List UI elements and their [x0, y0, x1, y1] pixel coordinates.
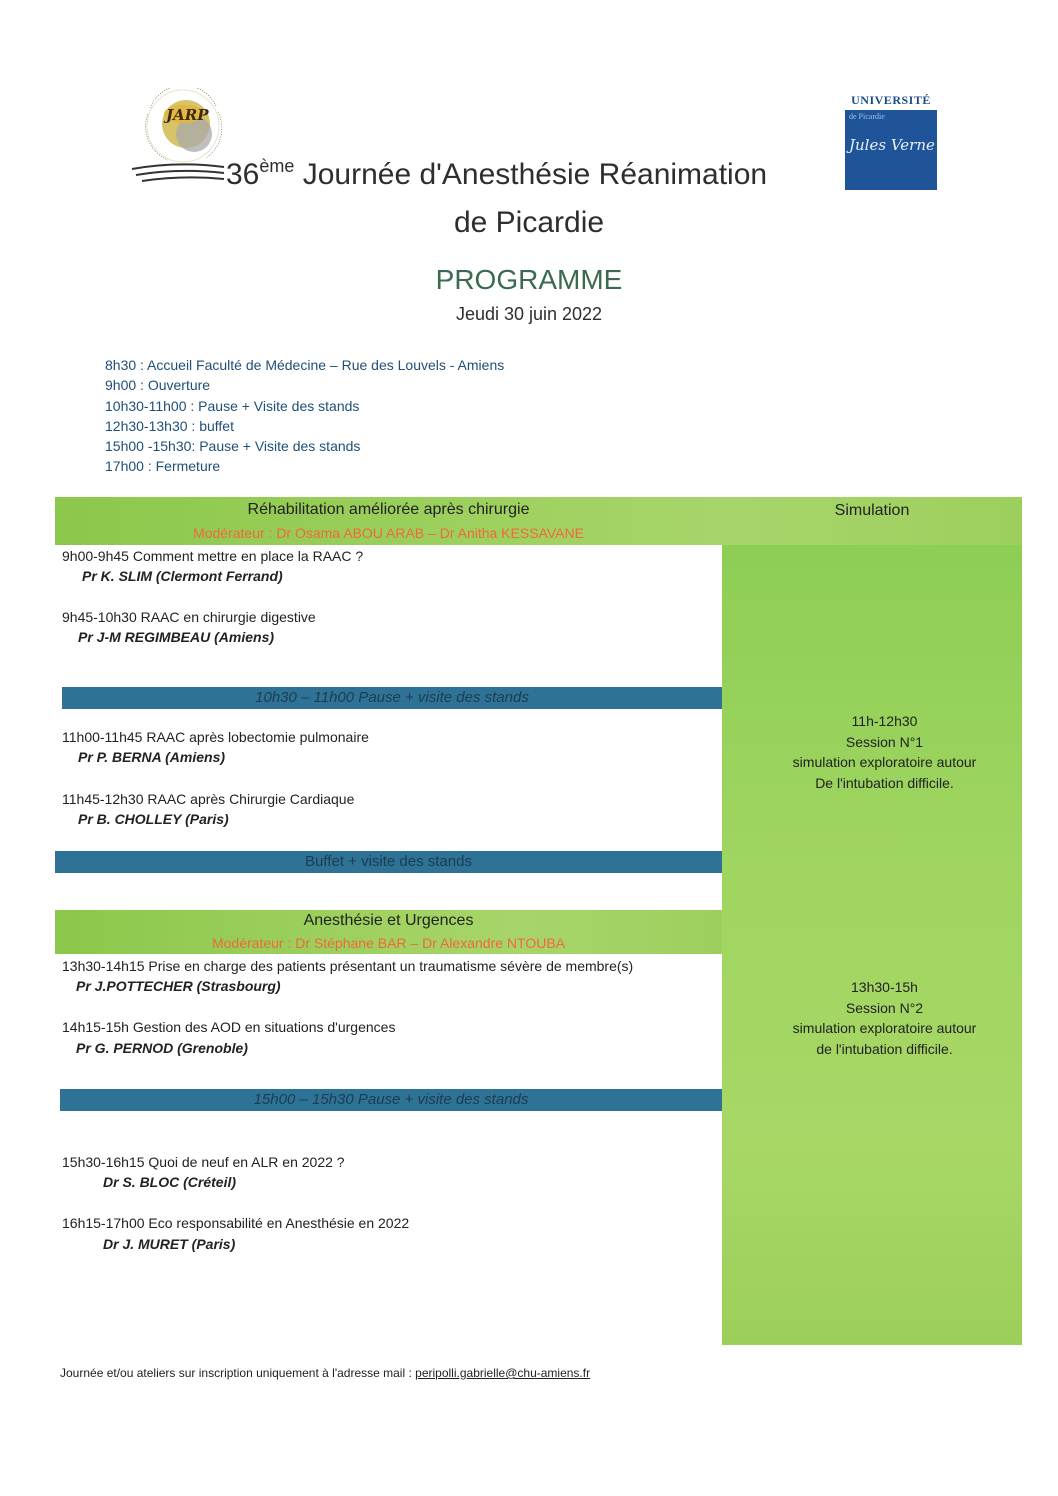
simulation-session2-line2: de l'intubation difficile.: [816, 1040, 953, 1057]
edition-suffix: ème: [259, 156, 295, 176]
simulation-session1-time: 11h-12h30: [851, 713, 918, 729]
simulation-session2-line1: simulation exploratoire autour: [792, 1020, 977, 1036]
simulation-session2: [722, 977, 1047, 1059]
page-title-line1: [226, 158, 767, 192]
buffet-bar-label: Buffet + visite des stands: [305, 853, 472, 870]
edition-number: 36: [226, 158, 260, 191]
talk-title: 16h15-17h00 Eco responsabilité en Anesthésie en 2022: [62, 1215, 410, 1231]
session2-moderator: Modérateur : Dr Stéphane BAR – Dr Alexandre NTOUBA: [211, 935, 565, 951]
agenda-item: 8h30 : Accueil Faculté de Médecine – Rue des Louvels - Amiens: [105, 357, 505, 373]
talk-speaker: Pr G. PERNOD (Grenoble): [76, 1040, 248, 1056]
jarp-logo-text: JARP: [166, 106, 209, 124]
talk-title: 9h45-10h30 RAAC en chirurgie digestive: [62, 609, 316, 625]
talk-title: 11h00-11h45 RAAC après lobectomie pulmonaire: [62, 729, 369, 745]
university-logo: [845, 93, 937, 190]
simulation-column: [722, 545, 1022, 1345]
registration-text: Journée et/ou ateliers sur inscription uniquement à l'adresse mail :: [60, 1366, 416, 1380]
simulation-session2-time: 13h30-15h: [851, 979, 918, 995]
talk-title: 9h00-9h45 Comment mettre en place la RAAC ?: [62, 548, 364, 564]
talk-title: 13h30-14h15 Prise en charge des patients présentant un traumatisme sévère de membre(s): [62, 958, 634, 974]
simulation-title: Simulation: [834, 502, 910, 519]
simulation-session2-name: Session N°2: [845, 999, 924, 1016]
talk-speaker: Dr J. MURET (Paris): [103, 1236, 236, 1252]
talk-speaker: Pr J-M REGIMBEAU (Amiens): [78, 629, 275, 645]
university-name: UNIVERSITÉ: [851, 93, 931, 107]
agenda-item: 9h00 : Ouverture: [105, 377, 211, 394]
simulation-session1-line1: simulation exploratoire autour: [792, 754, 977, 770]
break-bar-label: 15h00 – 15h30 Pause + visite des stands: [253, 1091, 529, 1108]
agenda-item: 10h30-11h00 : Pause + Visite des stands: [105, 397, 360, 414]
talk-title: 11h45-12h30 RAAC après Chirurgie Cardiaque: [62, 791, 355, 807]
logo-lines-decoration: [128, 163, 228, 187]
agenda-list: [105, 355, 504, 477]
title-text: Journée d'Anesthésie Réanimation: [302, 158, 768, 191]
agenda-item: 17h00 : Fermeture: [105, 458, 221, 475]
university-subname: de Picardie: [849, 112, 885, 121]
page-title-line2: de Picardie: [453, 206, 605, 239]
registration-email-link[interactable]: peripolli.gabrielle@chu-amiens.fr: [415, 1366, 591, 1380]
university-signature: Jules Verne: [849, 136, 935, 154]
talk-speaker: Pr J.POTTECHER (Strasbourg): [76, 978, 281, 994]
simulation-session1-name: Session N°1: [845, 733, 924, 750]
university-logo-box: [845, 110, 937, 190]
simulation-session1-line2: De l'intubation difficile.: [815, 774, 954, 791]
agenda-item: 15h00 -15h30: Pause + Visite des stands: [105, 438, 361, 455]
break-bar-label: 10h30 – 11h00 Pause + visite des stands: [255, 689, 529, 706]
talk-speaker: Pr B. CHOLLEY (Paris): [78, 811, 229, 827]
talk-title: 14h15-15h Gestion des AOD en situations d'urgences: [62, 1019, 396, 1035]
event-date: Jeudi 30 juin 2022: [455, 304, 603, 324]
talk-title: 15h30-16h15 Quoi de neuf en ALR en 2022 ?: [62, 1154, 345, 1170]
registration-note: [60, 1366, 590, 1380]
programme-heading: PROGRAMME: [435, 264, 623, 295]
talk-speaker: Pr K. SLIM (Clermont Ferrand): [82, 568, 283, 584]
session2-title: Anesthésie et Urgences: [303, 912, 474, 929]
jarp-logo: [128, 88, 228, 168]
agenda-item: 12h30-13h30 : buffet: [105, 417, 234, 434]
talk-speaker: Dr S. BLOC (Créteil): [103, 1174, 237, 1190]
session1-moderator: Modérateur : Dr Osama ABOU ARAB – Dr Anitha KESSAVANE: [193, 525, 584, 541]
simulation-session1: [722, 711, 1047, 793]
session1-title: Réhabilitation améliorée après chirurgie: [247, 501, 530, 518]
talk-speaker: Pr P. BERNA (Amiens): [78, 749, 226, 765]
